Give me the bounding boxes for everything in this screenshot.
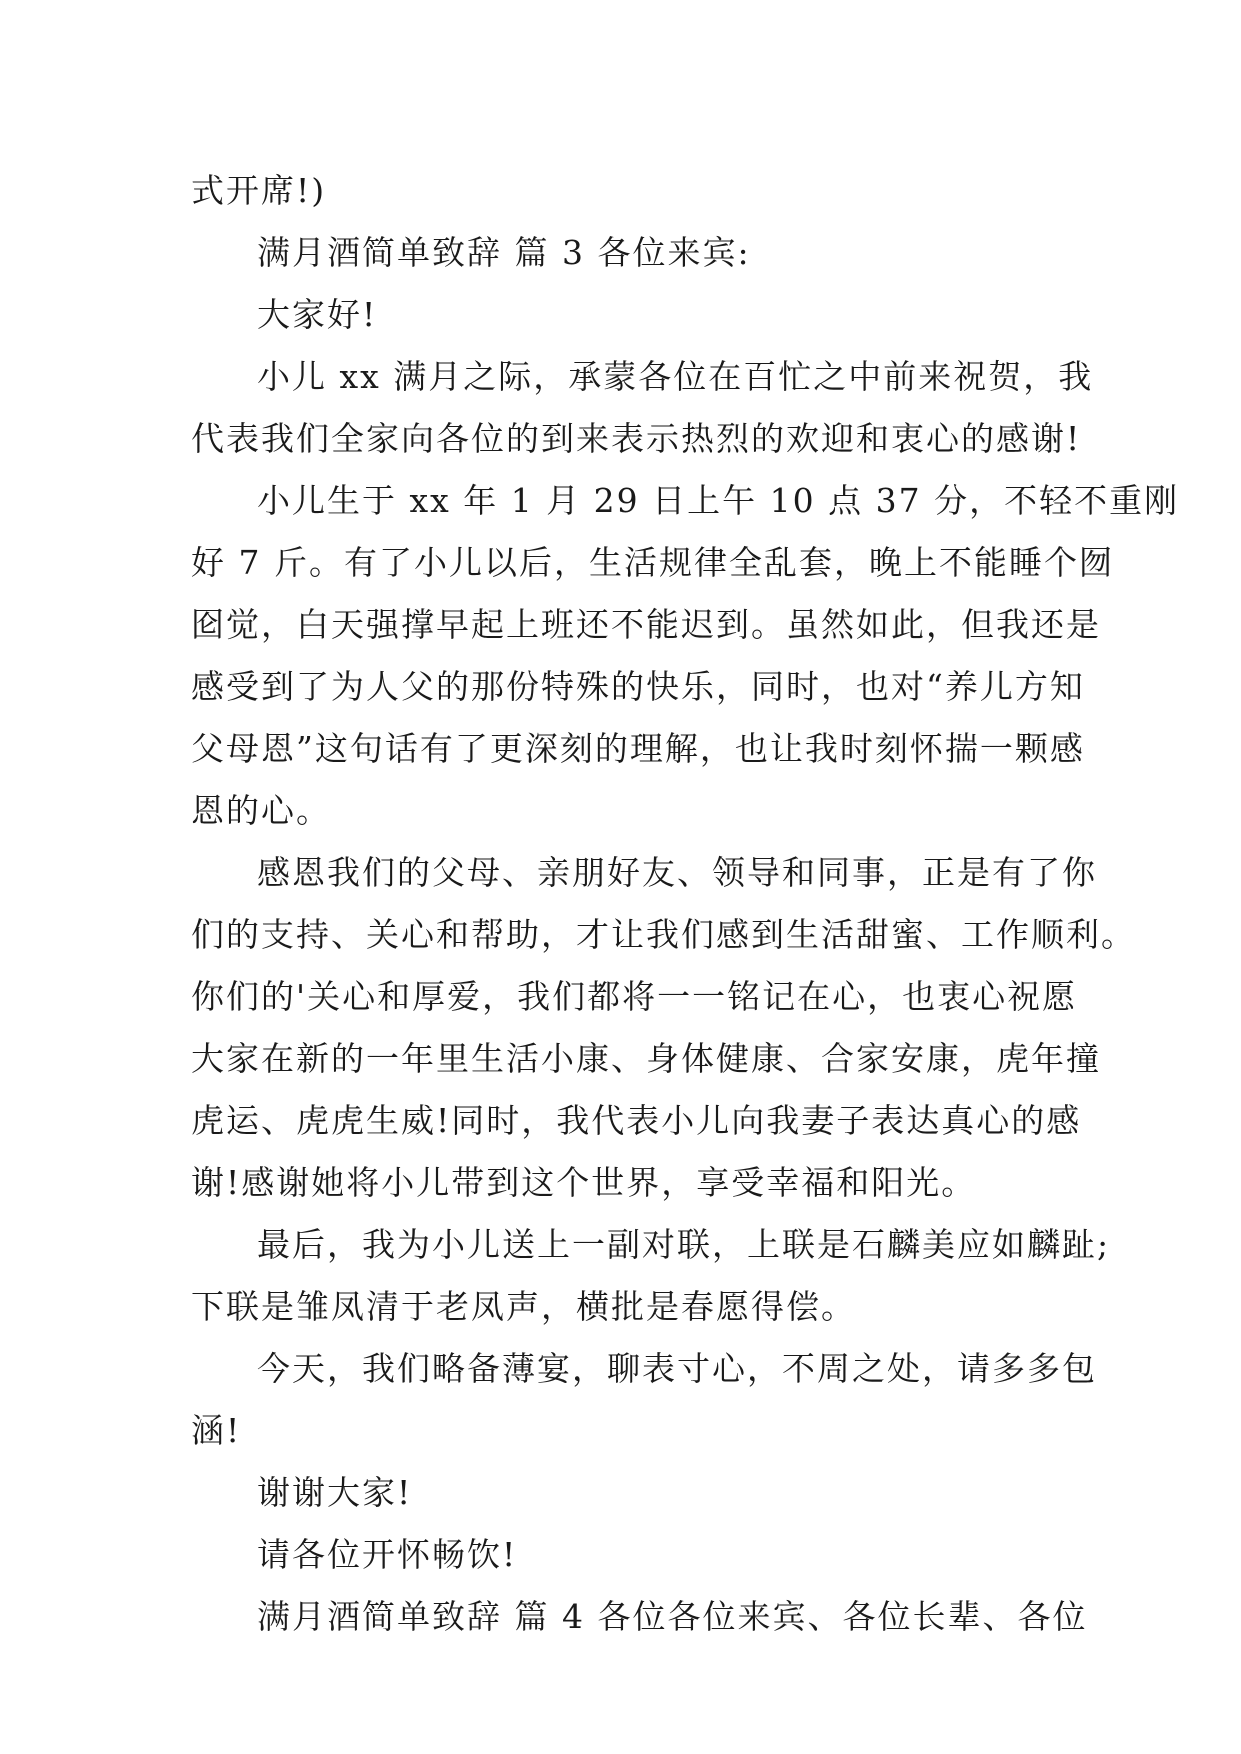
section-heading-line: 满月酒简单致辞 篇 4 各位各位来宾、各位长辈、各位 bbox=[257, 1597, 1088, 1636]
text-line: 最后，我为小儿送上一副对联，上联是石麟美应如麟趾; bbox=[257, 1225, 1111, 1264]
text-line: 感受到了为人父的那份特殊的快乐，同时，也对“养儿方知 bbox=[191, 667, 1085, 706]
text-line: 父母恩”这句话有了更深刻的理解，也让我时刻怀揣一颗感 bbox=[191, 729, 1085, 768]
text-line: 代表我们全家向各位的到来表示热烈的欢迎和衷心的感谢! bbox=[191, 419, 1082, 458]
document-body bbox=[191, 160, 1180, 1648]
section-heading-line: 满月酒简单致辞 篇 3 各位来宾: bbox=[257, 233, 751, 272]
text-line: 好 7 斤。有了小儿以后，生活规律全乱套，晚上不能睡个囫 bbox=[191, 543, 1114, 582]
text-line: 今天，我们略备薄宴，聊表寸心，不周之处，请多多包 bbox=[257, 1349, 1097, 1388]
text-line: 谢!感谢她将小儿带到这个世界，享受幸福和阳光。 bbox=[191, 1163, 977, 1202]
text-line: 大家在新的一年里生活小康、身体健康、合家安康，虎年撞 bbox=[191, 1039, 1101, 1078]
text-line: 涵! bbox=[191, 1411, 242, 1450]
text-line: 们的支持、关心和帮助，才让我们感到生活甜蜜、工作顺利。 bbox=[191, 915, 1136, 954]
text-line: 请各位开怀畅饮! bbox=[257, 1535, 518, 1574]
text-line: 恩的心。 bbox=[191, 791, 331, 830]
text-line: 式开席!) bbox=[191, 171, 327, 210]
text-line: 谢谢大家! bbox=[257, 1473, 413, 1512]
text-line: 感恩我们的父母、亲朋好友、领导和同事，正是有了你 bbox=[257, 853, 1097, 892]
text-line: 小儿生于 xx 年 1 月 29 日上午 10 点 37 分，不轻不重刚 bbox=[257, 481, 1180, 520]
text-line: 大家好! bbox=[257, 295, 378, 334]
text-line: 虎运、虎虎生威!同时，我代表小儿向我妻子表达真心的感 bbox=[191, 1101, 1082, 1140]
text-line: 小儿 xx 满月之际，承蒙各位在百忙之中前来祝贺，我 bbox=[257, 357, 1094, 396]
text-line: 囵觉，白天强撑早起上班还不能迟到。虽然如此，但我还是 bbox=[191, 605, 1101, 644]
text-line: 你们的'关心和厚爱，我们都将一一铭记在心，也衷心祝愿 bbox=[191, 977, 1078, 1016]
text-line: 下联是雏凤清于老凤声，横批是春愿得偿。 bbox=[191, 1287, 856, 1326]
